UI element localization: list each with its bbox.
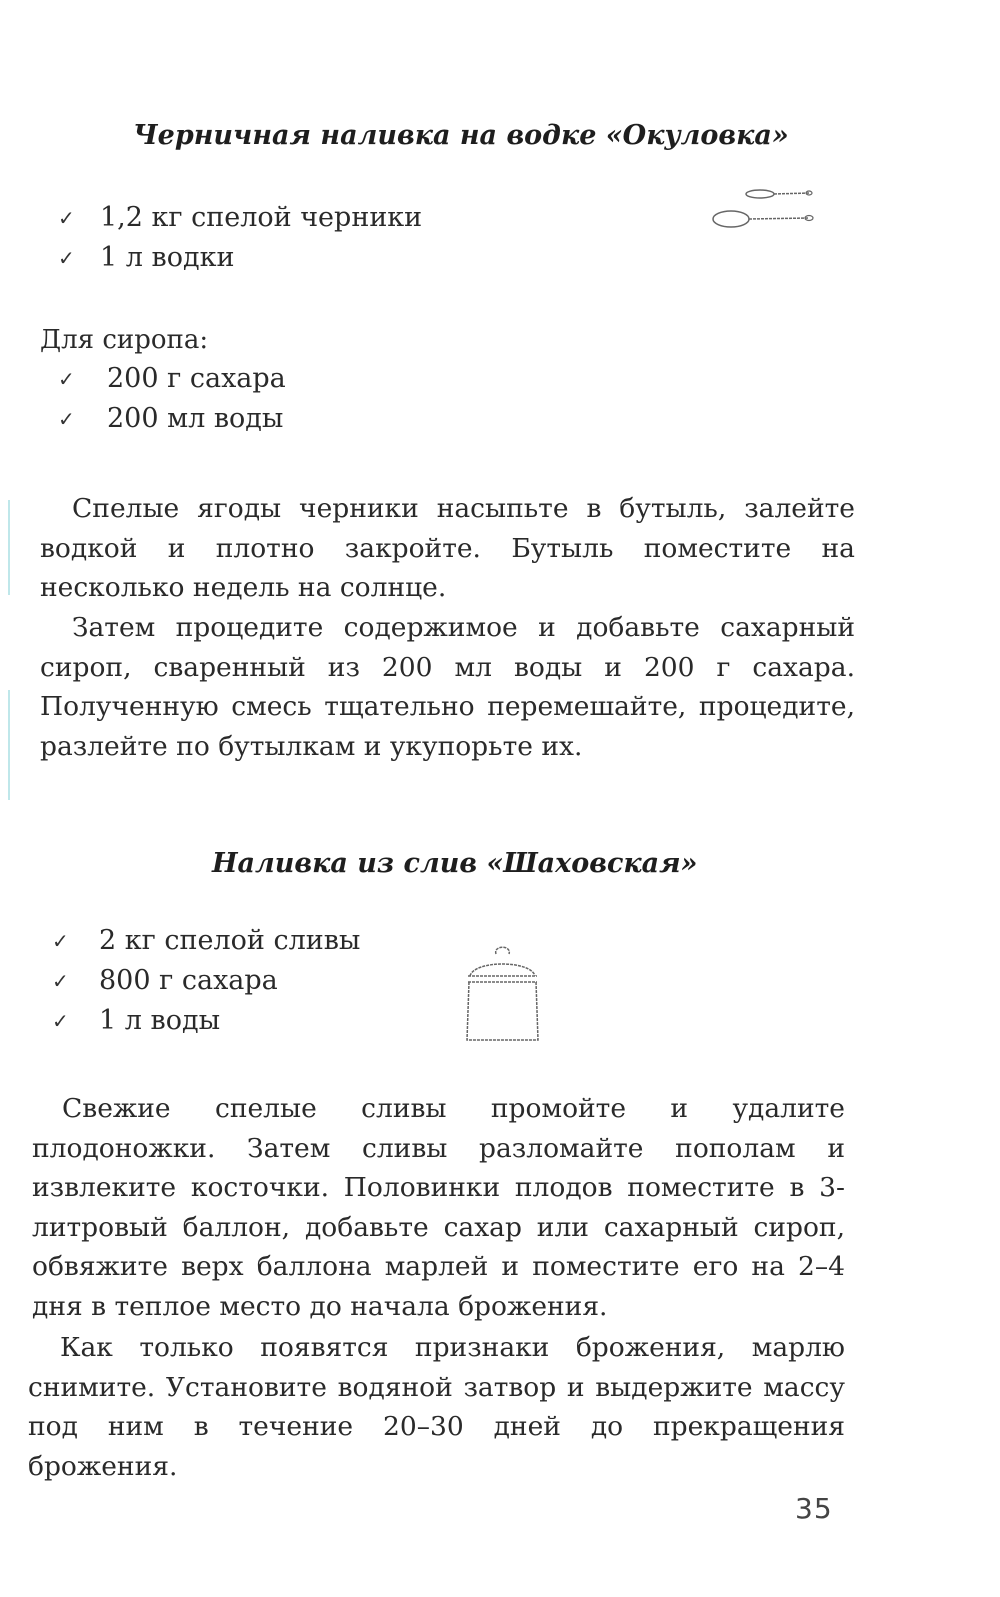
recipe-paragraph: Как только появятся признаки брожения, марлю снимите. Установите водяной затвор и выдержите массу под ним в течение 20–30 дней до прекращения брожения.: [28, 1332, 845, 1482]
jar-icon: [460, 940, 545, 1050]
checkmark-icon: ✓: [52, 929, 69, 953]
ingredient-item: 200 г сахара: [107, 363, 286, 394]
recipe-title: Наливка из слив «Шаховская»: [212, 848, 698, 879]
checkmark-icon: ✓: [52, 1009, 69, 1033]
edge-mark: [8, 690, 10, 800]
checkmark-icon: ✓: [58, 206, 75, 230]
recipe-paragraph: Затем процедите содержимое и добавьте сахарный сироп, сваренный из 200 мл воды и 200 г сахара. Полученную смесь тщательно перемешайте, процедите, разлейте по бутылкам и укупорьте их.: [40, 612, 855, 762]
ingredient-item: 200 мл воды: [107, 403, 284, 434]
ingredient-item: 2 кг спелой сливы: [99, 925, 361, 956]
spoons-icon: [705, 183, 815, 231]
page-number: 35: [795, 1492, 833, 1525]
ingredient-item: 1 л воды: [99, 1005, 221, 1036]
ingredient-item: 1,2 кг спелой черники: [100, 202, 423, 233]
ingredient-item: 1 л водки: [100, 242, 235, 273]
recipe-paragraph: Свежие спелые сливы промойте и удалите плодоножки. Затем сливы разломайте пополам и извлеките косточки. Половинки плодов поместите в 3-литровый баллон, добавьте сахар или сахарный сироп, обвяжите верх баллона марлей и поместите его на 2–4 дня в теплое место до начала брожения.: [32, 1093, 845, 1322]
checkmark-icon: ✓: [58, 367, 75, 391]
checkmark-icon: ✓: [58, 246, 75, 270]
ingredient-item: 800 г сахара: [99, 965, 278, 996]
syrup-label: Для сиропа:: [40, 325, 209, 355]
checkmark-icon: ✓: [52, 969, 69, 993]
recipe-paragraph: Спелые ягоды черники насыпьте в бутыль, залейте водкой и плотно закройте. Бутыль поместите на несколько недель на солнце.: [40, 493, 855, 603]
edge-mark: [8, 500, 10, 595]
checkmark-icon: ✓: [58, 407, 75, 431]
recipe-title: Черничная наливка на водке «Окуловка»: [133, 120, 789, 151]
